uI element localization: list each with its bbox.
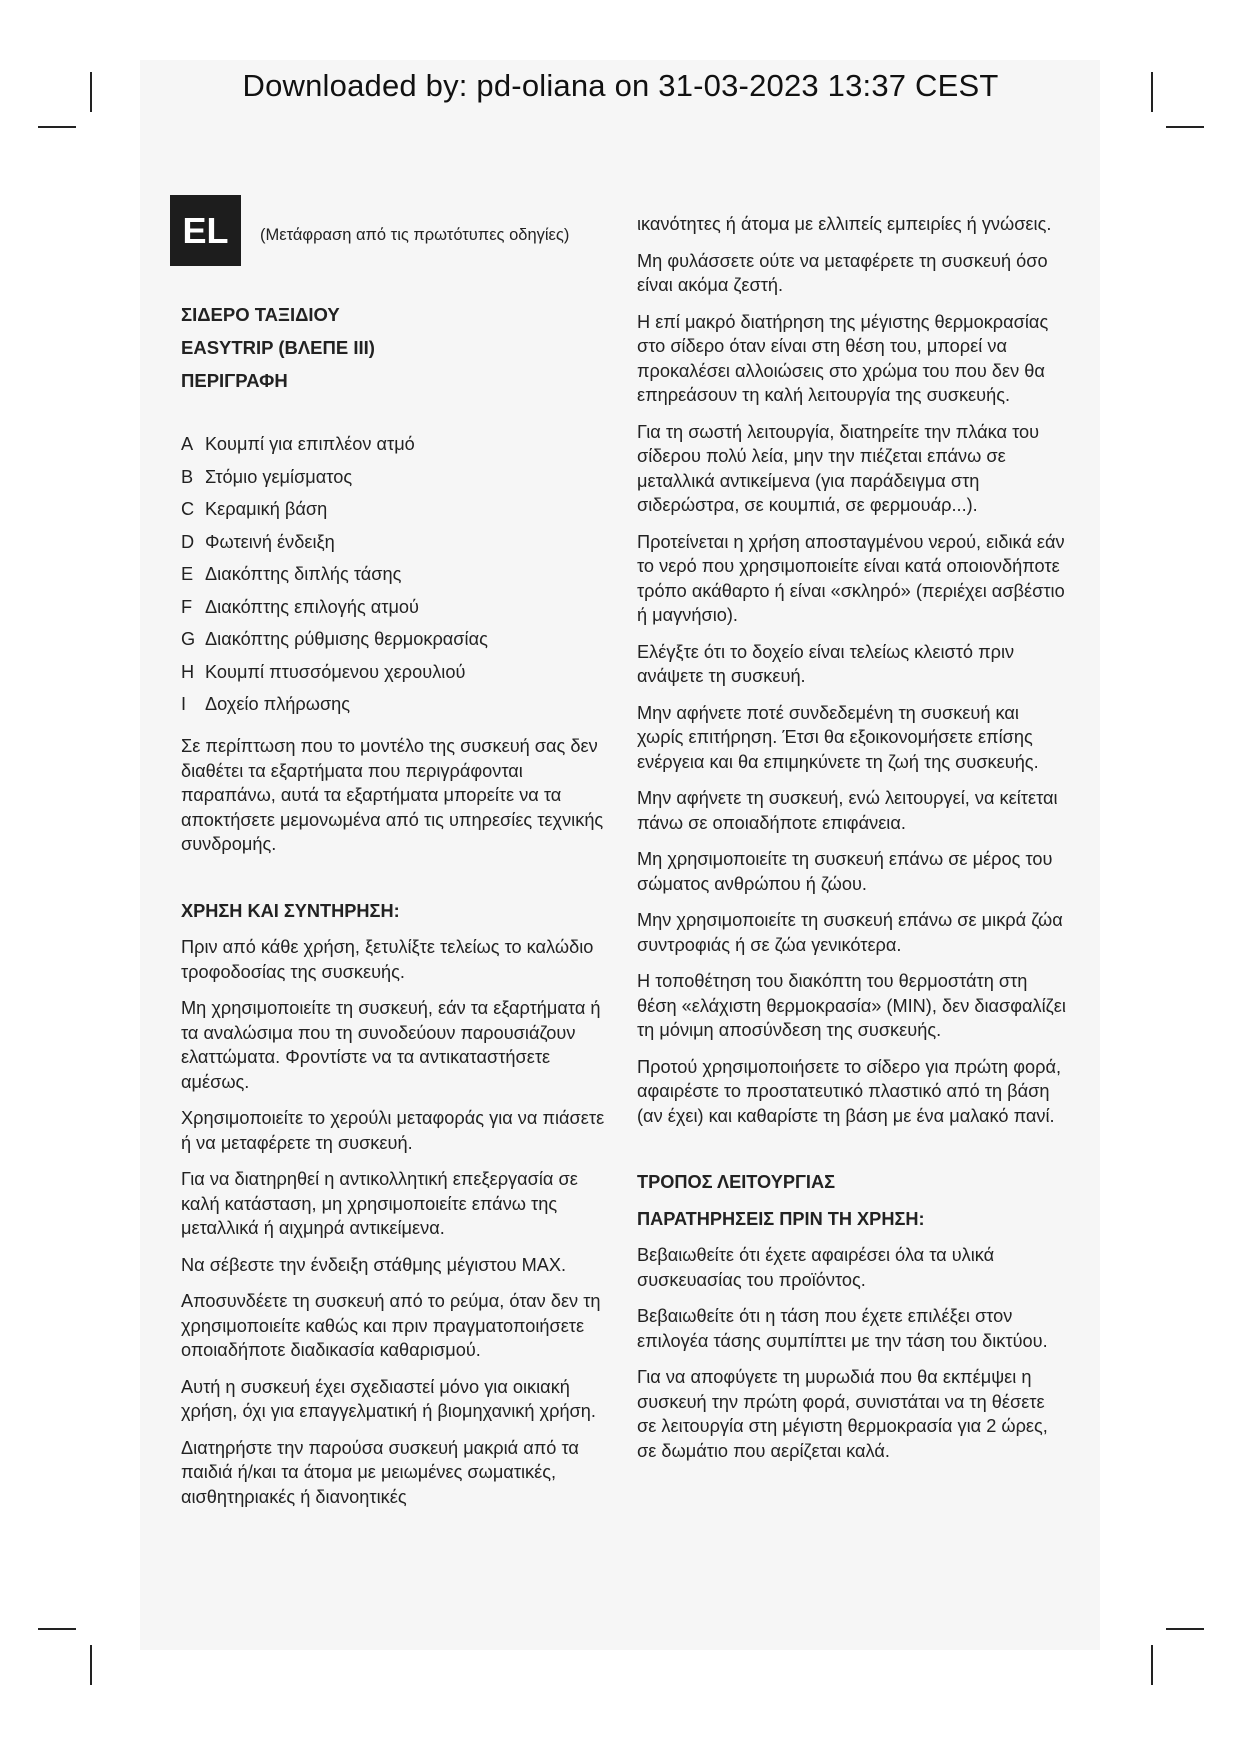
- crop-mark: [1151, 1645, 1153, 1685]
- paragraph: Μη χρησιμοποιείτε τη συσκευή, εάν τα εξαρτήματα ή τα αναλώσιμα που τη συνοδεύουν παρουσιάζουν ελαττώματα. Φροντίστε να τα αντικαταστήσετε αμέσως.: [181, 998, 601, 1092]
- part-label: Κεραμική βάση: [205, 499, 328, 519]
- accessories-note: Σε περίπτωση που το μοντέλο της συσκευή σας δεν διαθέτει τα εξαρτήματα που περιγράφονται παραπάνω, αυτά τα εξαρτήματα μπορείτε να τα αποκτήσετε μεμονωμένα από τις υπηρεσίες τεχνικής συνδρομής.: [181, 736, 604, 854]
- translation-note: (Μετάφραση από τις πρωτότυπες οδηγίες): [260, 226, 570, 244]
- list-item: [181, 499, 611, 532]
- left-column: [181, 734, 611, 1521]
- title-block: [181, 304, 375, 403]
- part-label: Κουμπί για επιπλέον ατμό: [205, 434, 415, 454]
- product-title: ΣΙΔΕΡΟ ΤΑΞΙΔΙΟΥ: [181, 304, 340, 325]
- part-letter: C: [181, 499, 195, 519]
- paragraph: Η επί μακρό διατήρηση της μέγιστης θερμοκρασίας στο σίδερο όταν είναι στη θέση του, μπορεί να προκαλέσει αλλοιώσεις στο χρώμα του που δεν θα επηρεάσουν τη καλή λειτουργία της συσκευής.: [637, 311, 1049, 405]
- crop-mark: [1166, 1628, 1204, 1630]
- operation-heading: ΤΡΟΠΟΣ ΛΕΙΤΟΥΡΓΙΑΣ: [637, 1172, 835, 1192]
- paragraph: Η τοποθέτηση του διακόπτη του θερμοστάτη στη θέση «ελάχιστη θερμοκρασία» (MIN), δεν διασφαλίζει τη μόνιμη αποσύνδεση της συσκευής.: [637, 971, 1066, 1040]
- list-item: [181, 532, 611, 565]
- paragraph: Αυτή η συσκευή έχει σχεδιαστεί μόνο για οικιακή χρήση, όχι για επαγγελματική ή βιομηχανική χρήση.: [181, 1376, 596, 1421]
- paragraph: Διατηρήστε την παρούσα συσκευή μακριά από τα παιδιά ή/και τα άτομα με μειωμένες σωματικές, αισθητηριακές ή διανοητικές: [181, 1437, 579, 1507]
- paragraph: Βεβαιωθείτε ότι η τάση που έχετε επιλέξει στον επιλογέα τάσης συμπίπτει με την τάση του δικτύου.: [637, 1306, 1048, 1351]
- paragraph: Προτείνεται η χρήση αποσταγμένου νερού, ειδικά εάν το νερό που χρησιμοποιείτε είναι κατά οποιονδήποτε τρόπο ακάθαρτο ή είναι «σκληρό» (περιέχει ασβέστιο ή μαγνήσιο).: [637, 531, 1065, 625]
- paragraph: Μην αφήνετε τη συσκευή, ενώ λειτουργεί, να κείτεται πάνω σε οποιαδήποτε επιφάνεια.: [637, 788, 1058, 833]
- crop-mark: [1166, 126, 1204, 128]
- language-badge: EL: [170, 195, 241, 266]
- part-label: Φωτεινή ένδειξη: [205, 531, 335, 552]
- part-letter: F: [181, 596, 193, 617]
- part-letter: E: [181, 564, 194, 584]
- model-title: EASYTRIP (ΒΛΕΠΕ ΙΙΙ): [181, 337, 375, 358]
- paragraph: Πριν από κάθε χρήση, ξετυλίξτε τελείως το καλώδιο τροφοδοσίας της συσκευής.: [181, 937, 594, 982]
- parts-list: [181, 434, 611, 727]
- part-letter: D: [181, 531, 195, 552]
- paragraph: Για να διατηρηθεί η αντικολλητική επεξεργασία σε καλή κατάσταση, μη χρησιμοποιείτε επάνω της μεταλλικά ή αιχμηρά αντικείμενα.: [181, 1169, 578, 1238]
- paragraph: Βεβαιωθείτε ότι έχετε αφαιρέσει όλα τα υλικά συσκευασίας του προϊόντος.: [637, 1245, 995, 1290]
- list-item: [181, 629, 611, 662]
- list-item: [181, 467, 611, 500]
- paragraph: Μη χρησιμοποιείτε τη συσκευή επάνω σε μέρος του σώματος ανθρώπου ή ζώου.: [637, 849, 1053, 894]
- paragraph: Χρησιμοποιείτε το χερούλι μεταφοράς για να πιάσετε ή να μεταφέρετε τη συσκευή.: [181, 1108, 605, 1153]
- part-label: Στόμιο γεμίσματος: [205, 466, 353, 487]
- download-header: Downloaded by: pd-oliana on 31-03-2023 13:37 CEST: [242, 68, 999, 103]
- part-label: Κουμπί πτυσσόμενου χερουλιού: [205, 661, 466, 682]
- paragraph: Να σέβεστε την ένδειξη στάθμης μέγιστου ΜΑΧ.: [181, 1254, 567, 1275]
- paragraph: Για τη σωστή λειτουργία, διατηρείτε την πλάκα του σίδερου πολύ λεία, μην την πιέζεται επάνω σε μεταλλικά αντικείμενα (για παράδειγμα στη σιδερώστρα, σε κουμπιά, σε φερμουάρ...).: [637, 421, 1040, 515]
- paragraph: Μην αφήνετε ποτέ συνδεδεμένη τη συσκευή και χωρίς επιτήρηση. Έτσι θα εξοικονομήσετε επίσης ενέργεια και θα επιμηκύνετε τη ζωή της συσκευής.: [637, 702, 1039, 772]
- paragraph: Ελέγξτε ότι το δοχείο είναι τελείως κλειστό πριν ανάψετε τη συσκευή.: [637, 641, 1015, 686]
- paragraph: Για να αποφύγετε τη μυρωδιά που θα εκπέμψει η συσκευή την πρώτη φορά, συνιστάται να τη θέσετε σε λειτουργία στη μέγιστη θερμοκρασία για 2 ώρες, σε δωμάτιο που αερίζεται καλά.: [637, 1367, 1048, 1461]
- list-item: [181, 597, 611, 630]
- part-letter: H: [181, 661, 195, 682]
- paragraph: ικανότητες ή άτομα με ελλιπείς εμπειρίες ή γνώσεις.: [637, 214, 1052, 234]
- part-label: Διακόπτης επιλογής ατμού: [205, 596, 419, 617]
- paragraph: Μην χρησιμοποιείτε τη συσκευή επάνω σε μικρά ζώα συντροφιάς ή σε ζώα γενικότερα.: [637, 910, 1063, 955]
- paragraph: Προτού χρησιμοποιήσετε το σίδερο για πρώτη φορά, αφαιρέστε το προστατευτικό πλαστικό από τη βάση (αν έχει) και καθαρίστε τη βάση με ένα μαλακό πανί.: [637, 1056, 1062, 1126]
- crop-mark: [38, 1628, 76, 1630]
- use-heading: ΧΡΗΣΗ ΚΑΙ ΣΥΝΤΗΡΗΣΗ:: [181, 900, 400, 921]
- list-item: [181, 564, 611, 597]
- part-letter: B: [181, 466, 194, 487]
- list-item: [181, 694, 611, 727]
- part-label: Δοχείο πλήρωσης: [205, 694, 351, 714]
- description-heading: ΠΕΡΙΓΡΑΦΗ: [181, 370, 288, 391]
- right-column: [637, 212, 1067, 1475]
- paragraph: Αποσυνδέετε τη συσκευή από το ρεύμα, όταν δεν τη χρησιμοποιείτε καθώς και πριν πραγματοποιήσετε οποιαδήποτε διαδικασία καθαρισμού.: [181, 1291, 601, 1360]
- list-item: [181, 434, 611, 467]
- before-use-heading: ΠΑΡΑΤΗΡΗΣΕΙΣ ΠΡΙΝ ΤΗ ΧΡΗΣΗ:: [637, 1208, 925, 1229]
- list-item: [181, 662, 611, 695]
- part-letter: A: [181, 434, 194, 454]
- paragraph: Μη φυλάσσετε ούτε να μεταφέρετε τη συσκευή όσο είναι ακόμα ζεστή.: [637, 250, 1048, 295]
- part-label: Διακόπτης ρύθμισης θερμοκρασίας: [205, 629, 488, 649]
- part-letter: G: [181, 629, 196, 649]
- crop-mark: [38, 126, 76, 128]
- part-label: Διακόπτης διπλής τάσης: [205, 564, 402, 584]
- part-letter: I: [181, 694, 187, 714]
- crop-mark: [90, 1645, 92, 1685]
